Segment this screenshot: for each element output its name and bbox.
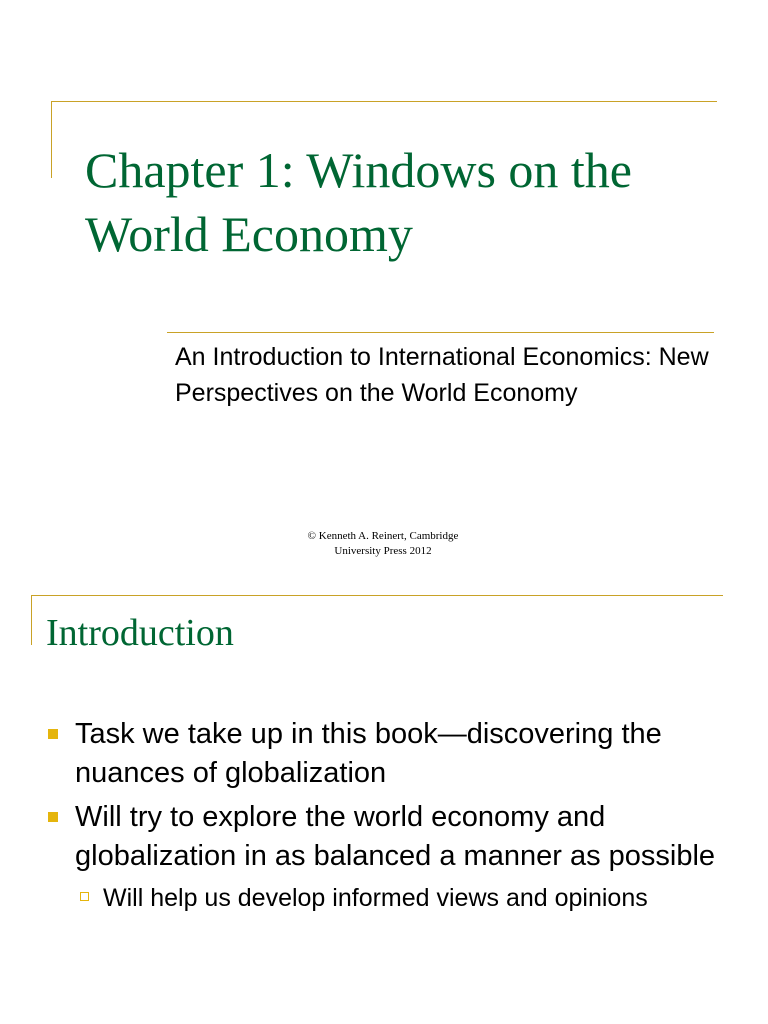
left-rule <box>31 595 32 645</box>
copyright-line-2: University Press 2012 <box>334 545 432 557</box>
left-rule <box>51 101 52 178</box>
bullet-list <box>46 715 726 915</box>
bullet-text: Task we take up in this book—discovering the nuances of globalization <box>75 718 662 789</box>
sub-bullet-item <box>46 881 726 915</box>
sub-bullet-text: Will help us develop informed views and opinions <box>103 884 648 912</box>
slide-title: Chapter 1: Windows on the World Economy <box>85 142 632 262</box>
top-rule <box>51 101 717 102</box>
hollow-square-bullet-icon <box>80 892 89 901</box>
top-rule <box>31 595 723 596</box>
introduction-slide <box>0 580 768 1024</box>
slide-subtitle: An Introduction to International Economics: New Perspectives on the World Economy <box>175 343 709 407</box>
bullet-item <box>46 798 726 876</box>
slide-heading: Introduction <box>46 612 234 654</box>
subtitle-rule <box>167 332 714 333</box>
square-bullet-icon <box>48 812 58 822</box>
copyright-note <box>268 529 498 559</box>
bullet-text: Will try to explore the world economy and globalization in as balanced a manner as possible <box>75 801 716 872</box>
square-bullet-icon <box>48 729 58 739</box>
bullet-item <box>46 715 726 793</box>
copyright-line-1: © Kenneth A. Reinert, Cambridge <box>307 530 459 542</box>
